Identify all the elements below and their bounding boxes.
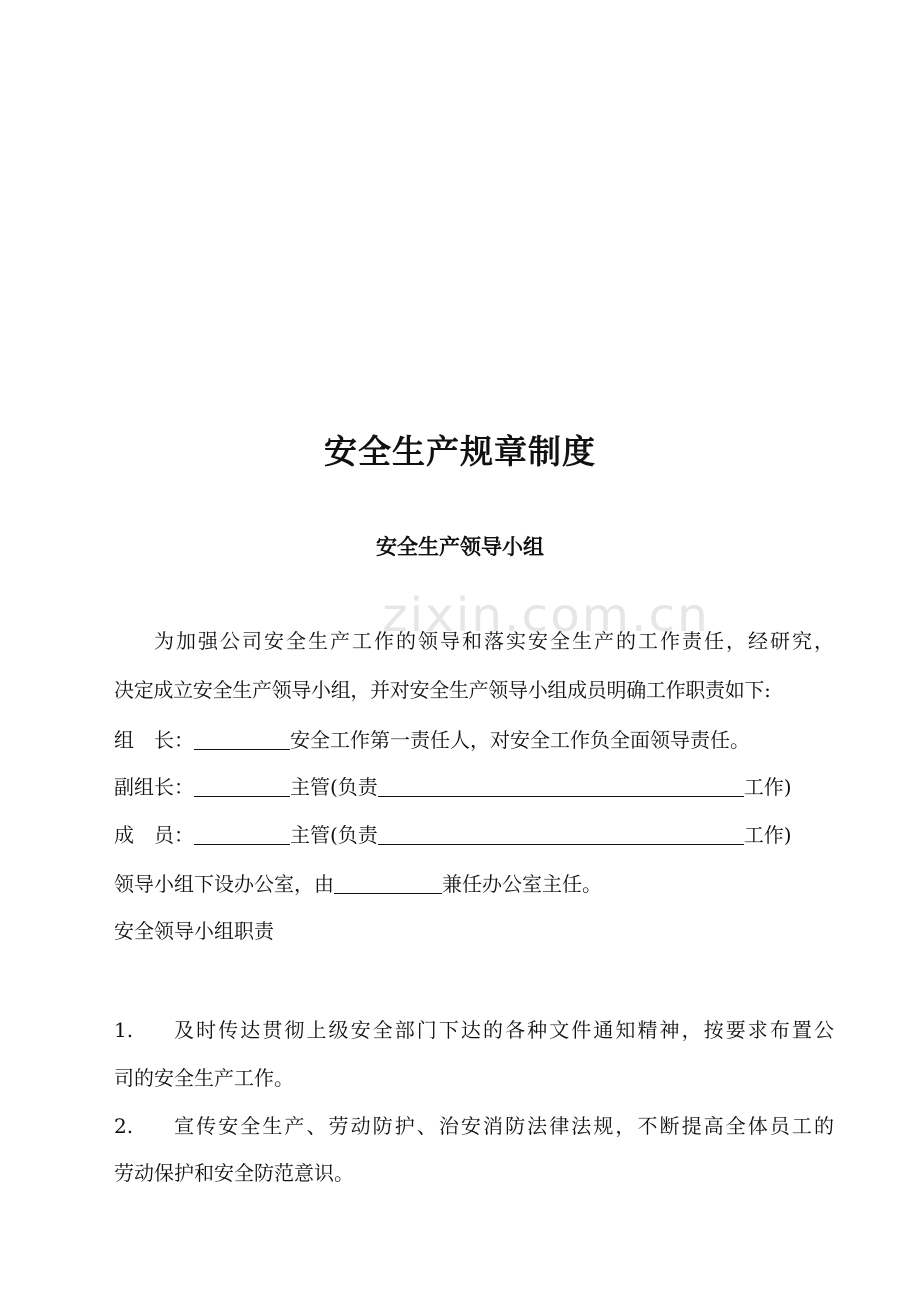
duty-item-2-line1 (114, 1113, 834, 1139)
duties-heading: 安全领导小组职责 (114, 919, 274, 943)
office-post: 兼任办公室主任。 (442, 872, 602, 896)
member-mid: 主管(负责 (290, 823, 378, 847)
intro-line-2: 决定成立安全生产领导小组，并对安全生产领导小组成员明确工作职责如下: (114, 678, 771, 702)
member-name-blank (194, 824, 290, 845)
office-blank (334, 873, 442, 894)
duty-item-2-line2: 劳动保护和安全防范意识。 (114, 1161, 354, 1185)
deputy-row (114, 774, 834, 800)
member-end: 工作) (743, 823, 792, 847)
section-subtitle: 安全生产领导小组 (376, 535, 544, 559)
leader-blank (194, 729, 290, 750)
leader-row (114, 727, 834, 753)
office-pre: 领导小组下设办公室，由 (114, 872, 334, 896)
deputy-mid: 主管(负责 (290, 775, 378, 799)
deputy-duty-blank (378, 776, 744, 797)
leader-label: 组 长： (114, 728, 194, 752)
watermark: zixin.com.cn (382, 588, 710, 642)
leader-text: 安全工作第一责任人，对安全工作负全面领导责任。 (290, 728, 750, 752)
duty-item-2-text: 宣传安全生产、劳动防护、治安消防法律法规，不断提高全体员工的 (172, 1114, 834, 1138)
deputy-label: 副组长： (114, 775, 194, 799)
duty-item-2-number: 2. (114, 1114, 134, 1138)
duty-item-1-text: 及时传达贯彻上级安全部门下达的各种文件通知精神，按要求布置公 (172, 1018, 834, 1042)
member-duty-blank (378, 824, 744, 845)
document-title: 安全生产规章制度 (324, 432, 596, 471)
intro-line-1: 为加强公司安全生产工作的领导和落实安全生产的工作责任，经研究， (154, 629, 834, 653)
deputy-name-blank (194, 776, 290, 797)
duty-item-1-line1 (114, 1017, 834, 1043)
member-label: 成 员： (114, 823, 194, 847)
office-row (114, 871, 834, 897)
duty-item-1-line2: 司的安全生产工作。 (114, 1066, 294, 1090)
member-row (114, 822, 834, 848)
duty-item-1-number: 1. (114, 1018, 134, 1042)
deputy-end: 工作) (743, 775, 792, 799)
